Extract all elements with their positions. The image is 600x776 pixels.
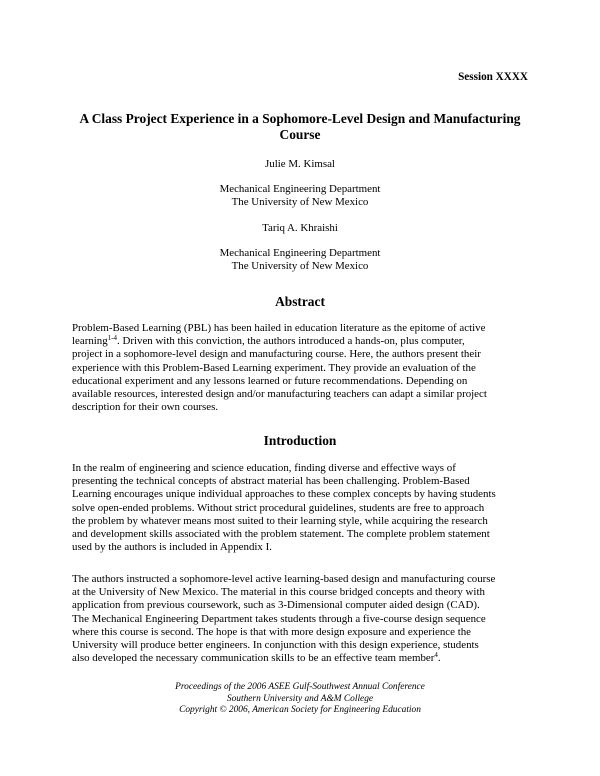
intro-line: In the realm of engineering and science education, finding diverse and effective ways of [72, 462, 456, 474]
footer-copyright: Copyright © 2006, American Society for Engineering Education [179, 705, 421, 716]
abstract-paragraph [72, 322, 538, 414]
author-1-institution: The University of New Mexico [231, 196, 369, 209]
intro-line: presenting the technical concepts of abstract material has been challenging. Problem-Based [72, 475, 470, 488]
abstract-line: educational experiment and any lessons learned or future recommendations. Depending on [72, 374, 468, 387]
title-line-1: A Class Project Experience in a Sophomore-Level Design and Manufacturing [79, 111, 521, 126]
footer-venue: Southern University and A&M College [226, 693, 374, 704]
intro-line [72, 652, 538, 665]
citation-superscript: 1-4 [107, 334, 118, 343]
abstract-line: description for their own courses. [72, 401, 219, 414]
author-1-department: Mechanical Engineering Department [219, 183, 381, 195]
page-footer [60, 682, 540, 717]
introduction-paragraph-2 [72, 573, 538, 665]
intro-line: The authors instructed a sophomore-level active learning-based design and manufacturing course [72, 573, 496, 585]
intro-line: Learning encourages unique individual approaches to these complex concepts by having students [72, 488, 496, 501]
intro-line-text: also developed the necessary communication skills to be an effective team member [72, 652, 435, 665]
abstract-line: experience with this Problem-Based Learning experiment. They provide an evaluation of the [72, 361, 476, 374]
intro-line: University will produce better engineers. In conjunction with this design experience, students [72, 639, 479, 652]
author-1-name: Julie M. Kimsal [265, 158, 335, 170]
introduction-paragraph-1 [72, 462, 538, 554]
abstract-line-text: learning [72, 335, 108, 348]
author-2-department: Mechanical Engineering Department [219, 247, 381, 259]
author-2-institution: The University of New Mexico [231, 260, 369, 273]
paper-title [60, 111, 540, 143]
intro-line: the problem by whatever means most suited to their learning style, while acquiring the research [72, 514, 488, 527]
intro-line: solve open-ended problems. Without strict procedural guidelines, students are free to approach [72, 501, 485, 514]
introduction-heading: Introduction [263, 433, 337, 448]
abstract-heading: Abstract [275, 294, 325, 309]
footer-proceedings: Proceedings of the 2006 ASEE Gulf-Southwest Annual Conference [175, 682, 425, 692]
intro-line: where this course is second. The hope is that with more design exposure and experience the [72, 625, 472, 638]
intro-line: and development skills associated with the problem statement. The complete problem statement [72, 528, 490, 541]
intro-line: The Mechanical Engineering Department takes students through a five-course design sequence [72, 612, 486, 625]
intro-line-text: . [437, 652, 441, 665]
abstract-line: Problem-Based Learning (PBL) has been hailed in education literature as the epitome of active [72, 322, 486, 334]
intro-line: used by the authors is included in Appendix I. [72, 541, 272, 554]
abstract-line-text: . Driven with this conviction, the authors introduced a hands-on, plus computer, [117, 335, 465, 348]
session-label: Session XXXX [458, 71, 528, 83]
abstract-line [72, 335, 538, 348]
abstract-line: project in a sophomore-level design and manufacturing course. Here, the authors present their [72, 348, 481, 361]
author-2-affiliation [60, 247, 540, 273]
intro-line: application from previous coursework, such as 3-Dimensional computer aided design (CAD). [72, 599, 480, 612]
title-line-2: Course [279, 127, 321, 142]
abstract-line: available resources, interested design and/or manufacturing teachers can adapt a similar project [72, 388, 487, 401]
author-1-affiliation [60, 183, 540, 209]
intro-line: at the University of New Mexico. The material in this course bridged concepts and theory with [72, 586, 485, 599]
citation-superscript: 4 [434, 651, 438, 660]
author-2-name: Tariq A. Khraishi [262, 222, 338, 234]
